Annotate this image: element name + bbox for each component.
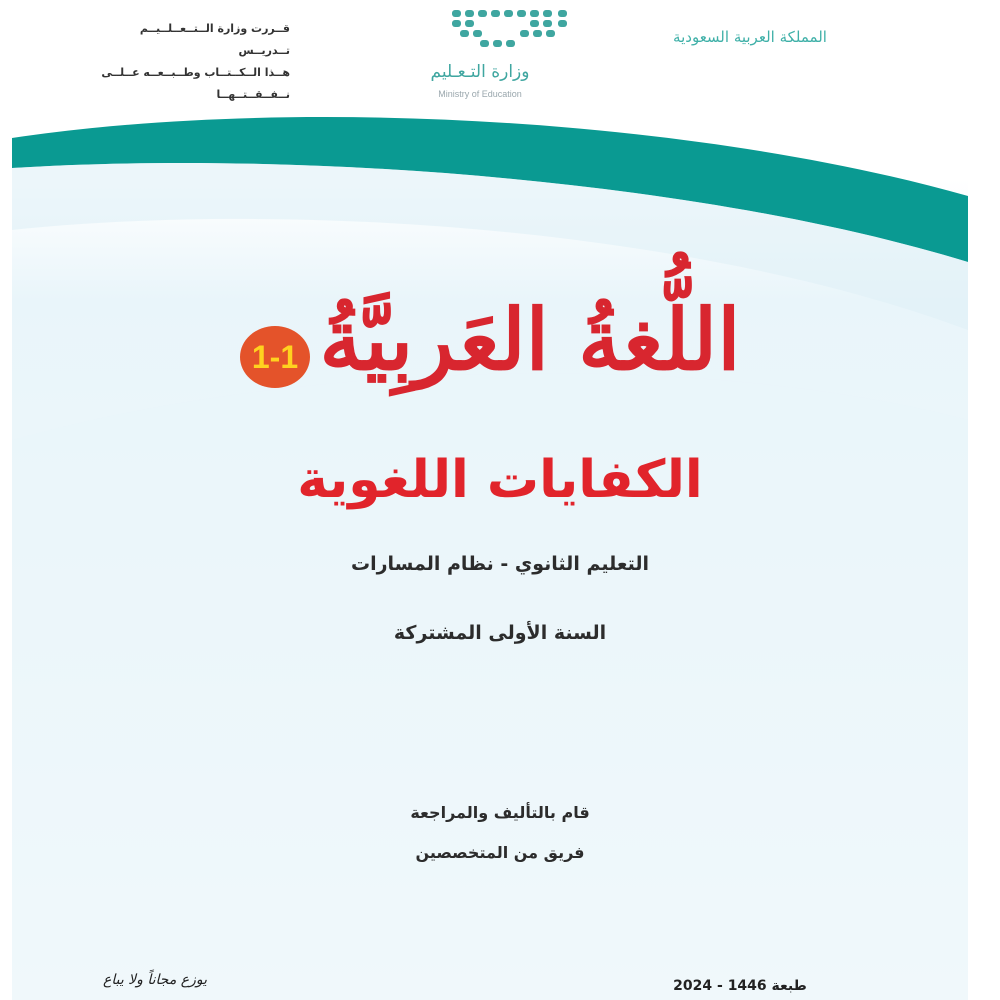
volume-badge: 1-1: [240, 326, 310, 388]
free-distribution-note: يوزع مجاناً ولا يباع: [102, 972, 208, 988]
education-stage: التعليم الثانوي - نظام المسارات: [351, 553, 649, 575]
ministry-name-en: Ministry of Education: [438, 89, 522, 99]
book-title: اللُّغةُ العَربِيَّةُ: [319, 290, 741, 389]
school-year: السنة الأولى المشتركة: [393, 622, 607, 644]
edition-year: طبعة 1446 - 2024: [673, 978, 807, 994]
ministry-logo-icon: [380, 4, 580, 60]
kingdom-name: المملكة العربية السعودية: [673, 28, 827, 46]
ministry-name-ar: وزارة التـعـليم: [430, 62, 530, 82]
authors-team: فريق من المتخصصين: [415, 843, 585, 862]
authorship-line: قام بالتأليف والمراجعة: [410, 803, 590, 822]
ministry-logo: [380, 4, 580, 104]
approval-line-2: هــذا الــكــتــاب وطــبــعــه عــلــى نــفــقــتــهــا: [101, 66, 290, 101]
book-subtitle: الكفايات اللغوية: [297, 450, 703, 510]
approval-note: [100, 18, 290, 106]
approval-line-1: قــررت وزارة الــتــعــلــيــم تــدريــس: [139, 22, 290, 57]
